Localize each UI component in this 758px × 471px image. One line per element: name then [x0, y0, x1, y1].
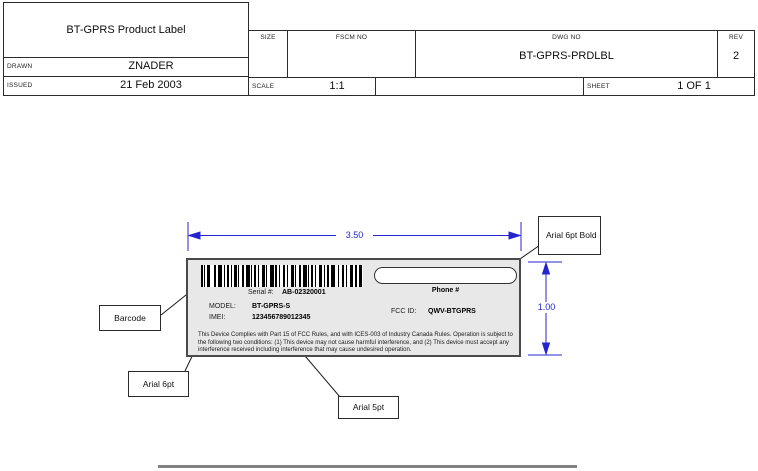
model-value: BT-GPRS-S: [252, 303, 291, 310]
dim-width-value: 3.50: [336, 230, 373, 241]
phone-label: Phone #: [431, 287, 460, 294]
imei-label: IMEI:: [209, 314, 226, 321]
drawing-title: BT-GPRS Product Label: [66, 24, 186, 36]
title-block-sheet-cell: [583, 77, 755, 96]
title-block-empty-cell: [375, 77, 584, 96]
dwg-no-label: DWG NO: [552, 34, 581, 41]
phone-number-box: [374, 267, 517, 284]
sheet-value: 1 OF 1: [677, 80, 711, 92]
callout-barcode: Barcode: [99, 305, 161, 331]
fcc-id-value: QWV-BTGPRS: [428, 308, 476, 315]
title-block-rev-cell: [717, 30, 755, 78]
title-block-fscm-cell: [287, 30, 416, 78]
title-block-drawn-cell: [3, 57, 249, 77]
drawn-value: ZNADER: [128, 60, 174, 72]
callout-arial-5pt: Arial 5pt: [338, 396, 399, 419]
issued-label: ISSUED: [7, 82, 33, 89]
fcc-id-label: FCC ID:: [391, 308, 417, 315]
regulatory-fine-print: This Device Complies with Part 15 of FCC Rules, and with ICES-003 of Industry Canada Rules. Operation is subject to the following two conditions: (1) This device may not cause harmful interference, and (2) This device must accept any interference received including interference that may cause undesired operation.: [198, 332, 513, 354]
leader-line-arial5: [300, 350, 340, 397]
sheet-label: SHEET: [587, 83, 610, 90]
imei-value: 123456789012345: [252, 314, 311, 321]
rev-value: 2: [732, 50, 740, 62]
scale-label: SCALE: [252, 83, 275, 90]
footer-divider-bar: [158, 465, 577, 468]
title-block-dwg-cell: [415, 30, 718, 78]
issued-value: 21 Feb 2003: [120, 79, 182, 91]
size-label: SIZE: [260, 34, 276, 41]
title-block-issued-cell: [3, 76, 249, 96]
serial-label: Serial #:: [248, 289, 274, 296]
title-block-scale-cell: [248, 77, 376, 96]
barcode-icon: [201, 265, 363, 287]
model-label: MODEL:: [209, 303, 236, 310]
dim-height-value: 1.00: [532, 302, 561, 313]
serial-value: AB-02320001: [282, 289, 326, 296]
scale-value: 1:1: [329, 80, 345, 92]
title-block-size-cell: [248, 30, 288, 78]
title-block-title-cell: [3, 2, 249, 58]
drawn-label: DRAWN: [7, 63, 33, 70]
product-label: [186, 258, 521, 357]
rev-label: REV: [729, 34, 743, 41]
dwg-no-value: BT-GPRS-PRDLBL: [519, 50, 614, 62]
callout-arial-6pt: Arial 6pt: [128, 371, 189, 397]
fscm-label: FSCM NO: [335, 34, 368, 41]
callout-arial-6pt-bold: Arial 6pt Bold: [538, 216, 601, 255]
